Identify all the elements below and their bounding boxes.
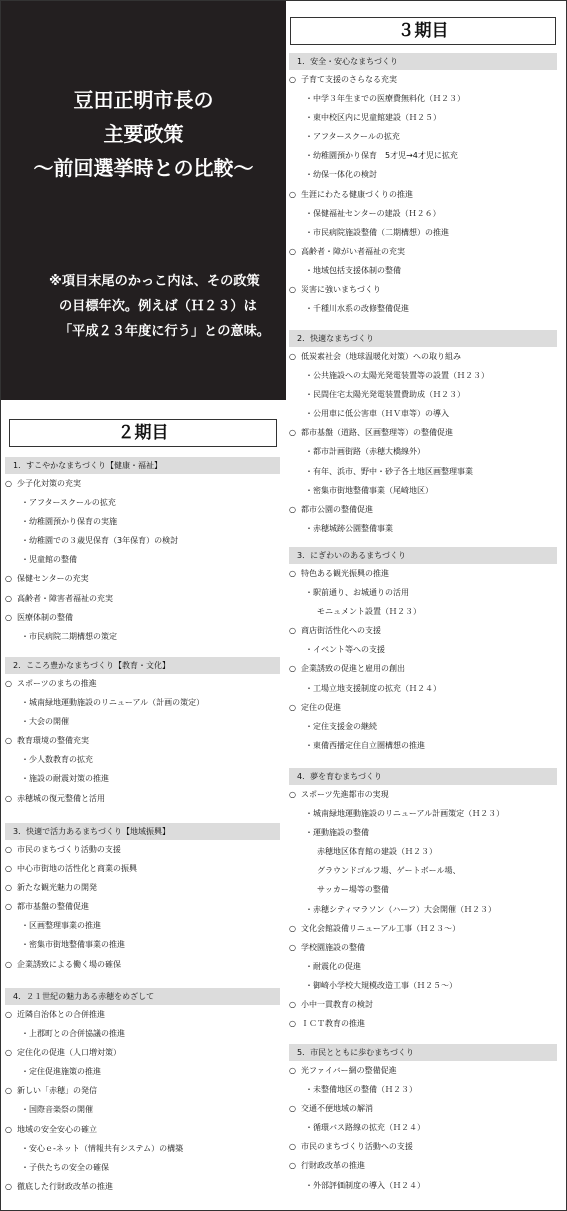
policy-item — [289, 564, 557, 583]
circle-bullet-icon: ○ — [289, 626, 296, 636]
circle-bullet-icon: ○ — [5, 736, 12, 746]
policy-item — [5, 731, 280, 750]
item-text: ・市民病院施設整備（二期構想）の推進 — [305, 227, 449, 237]
item-text: 高齢者・障がい者福祉の充実 — [301, 246, 405, 256]
policy-subitem — [289, 900, 557, 919]
policy-subitem — [5, 693, 280, 712]
item-text: 子育て支援のさらなる充実 — [301, 75, 397, 84]
policy-subitem — [289, 957, 557, 976]
circle-bullet-icon: ○ — [289, 1019, 296, 1029]
circle-bullet-icon: ○ — [5, 1086, 12, 1096]
item-text: ・地域包括支援体制の整備 — [305, 265, 401, 275]
item-text: ＩＣＴ教育の推進 — [301, 1019, 365, 1029]
section-title: 5．市民とともに歩むまちづくり — [289, 1044, 557, 1061]
policy-section — [289, 53, 557, 318]
item-text: 行財政改革の推進 — [301, 1161, 365, 1171]
circle-bullet-icon: ○ — [5, 902, 12, 912]
term2-header: ２期目 — [9, 419, 277, 447]
item-text: ・都市計画街路（赤穂大橋線外） — [305, 447, 425, 457]
item-text: 交通不便地域の解消 — [301, 1104, 373, 1114]
item-text: 市民のまちづくり活動への支援 — [301, 1142, 413, 1152]
section-title: 3．快適で活力あるまちづくり【地域振興】 — [5, 823, 280, 840]
item-text: 光ファイバー網の整備促進 — [301, 1066, 397, 1075]
item-text: ・循環バス路線の拡充（Ｈ２４） — [305, 1123, 425, 1133]
item-text: ・中学３年生までの医療費無料化（Ｈ２３） — [305, 94, 465, 104]
circle-bullet-icon: ○ — [289, 1066, 296, 1075]
policy-subitem — [289, 165, 557, 184]
item-text: 新しい「赤穂」の発信 — [17, 1086, 97, 1096]
policy-subitem — [289, 880, 557, 899]
policy-item — [5, 840, 280, 859]
circle-bullet-icon: ○ — [289, 1000, 296, 1010]
item-text: ・保健福祉センターの建設（Ｈ２６） — [305, 208, 441, 218]
item-text: 赤穂城の復元整備と活用 — [17, 793, 105, 803]
policy-subitem — [5, 493, 280, 512]
item-text: ・幼稚園での３歳児保育（3年保育）の検討 — [21, 536, 179, 546]
policy-subitem — [289, 1080, 557, 1099]
item-text: ・有年、浜市、野中・砂子各土地区画整理事業 — [305, 466, 473, 476]
section-title: 2．こころ豊かなまちづくり【教育・文化】 — [5, 657, 280, 674]
policy-subitem — [289, 404, 557, 423]
item-text: モニュメント設置（Ｈ２３） — [317, 607, 421, 617]
policy-subitem — [5, 1024, 280, 1043]
policy-section — [5, 823, 280, 974]
item-text: ・幼稚園預かり保育 5才児→4才児に拡充 — [305, 151, 458, 161]
item-text: ・耐震化の促進 — [305, 961, 361, 971]
circle-bullet-icon: ○ — [5, 959, 12, 969]
policy-subitem — [5, 935, 280, 954]
circle-bullet-icon: ○ — [289, 1104, 296, 1114]
item-text: ・アフタースクールの拡充 — [305, 132, 400, 142]
policy-subitem — [289, 976, 557, 995]
item-text: ・少人数教育の拡充 — [21, 755, 93, 765]
item-text: グラウンドゴルフ場、ゲートボール場、 — [317, 866, 461, 876]
item-text: 新たな観光魅力の開発 — [17, 883, 97, 893]
section-title: 4．夢を育むまちづくり — [289, 768, 557, 785]
item-text: ・上郡町との合併協議の推進 — [21, 1029, 125, 1039]
item-text: ・赤穂城跡公園整備事業 — [305, 523, 393, 533]
policy-subitem — [289, 736, 557, 755]
item-text: ・運動施設の整備 — [305, 828, 369, 838]
circle-bullet-icon: ○ — [5, 883, 12, 893]
policy-subitem — [5, 750, 280, 769]
policy-item — [289, 938, 557, 957]
circle-bullet-icon: ○ — [5, 1048, 12, 1058]
item-text: ・定住促進施策の推進 — [21, 1067, 101, 1077]
policy-subitem — [289, 842, 557, 861]
policy-subitem — [289, 481, 557, 500]
item-text: 生涯にわたる健康づくりの推進 — [301, 189, 413, 199]
policy-item — [5, 897, 280, 916]
policy-subitem — [5, 550, 280, 569]
policy-subitem — [289, 679, 557, 698]
item-text: 文化会館設備リニューアル工事（Ｈ２３〜） — [301, 923, 461, 933]
circle-bullet-icon: ○ — [5, 1124, 12, 1134]
item-text: サッカー場等の整備 — [317, 885, 389, 895]
policy-item — [5, 1005, 280, 1024]
item-text: 小中一貫教育の検討 — [301, 1000, 373, 1010]
item-text: ・アフタースクールの拡充 — [21, 498, 116, 508]
policy-item — [289, 423, 557, 442]
title-line: 〜前回選挙時との比較〜 — [33, 156, 254, 180]
policy-item — [289, 1156, 557, 1175]
policy-subitem — [289, 108, 557, 127]
policy-item — [5, 1177, 280, 1196]
policy-subitem — [5, 1062, 280, 1081]
policy-subitem — [289, 223, 557, 242]
note-line: の目標年次。例えば（Ｈ２３）は — [59, 299, 257, 314]
circle-bullet-icon: ○ — [289, 1142, 296, 1152]
policy-item — [289, 919, 557, 938]
circle-bullet-icon: ○ — [5, 845, 12, 854]
policy-section — [5, 457, 280, 646]
circle-bullet-icon: ○ — [5, 679, 12, 688]
item-text: ・幼保一体化の検討 — [305, 170, 377, 180]
policy-item — [289, 70, 557, 89]
item-text: 赤穂地区体育館の建設（Ｈ２３） — [317, 847, 437, 857]
policy-item — [289, 185, 557, 204]
circle-bullet-icon: ○ — [289, 702, 296, 712]
circle-bullet-icon: ○ — [289, 664, 296, 674]
circle-bullet-icon: ○ — [289, 75, 296, 84]
item-text: ・外部評価制度の導入（Ｈ２４） — [305, 1180, 425, 1190]
policy-subitem — [289, 261, 557, 280]
item-text: 定住の促進 — [301, 702, 341, 712]
circle-bullet-icon: ○ — [5, 612, 12, 622]
policy-item — [5, 1081, 280, 1100]
title-box — [1, 1, 286, 400]
item-text: ・密集市街地整備事業の推進 — [21, 940, 125, 950]
policy-item — [5, 955, 280, 974]
item-text: ・公用車に低公害車（ＨＶ車等）の導入 — [305, 409, 449, 419]
policy-subitem — [5, 512, 280, 531]
policy-item — [289, 242, 557, 261]
item-text: 企業誘致による働く場の確保 — [17, 959, 121, 969]
item-text: ・城南緑地運動施設のリニューアル計画策定（Ｈ２３） — [305, 809, 505, 819]
policy-subitem — [5, 1100, 280, 1119]
policy-item — [5, 674, 280, 693]
item-text: ・市民病院二期構想の策定 — [21, 631, 117, 641]
item-text: 市民のまちづくり活動の支援 — [17, 845, 121, 854]
policy-subitem — [289, 299, 557, 318]
title-line: 豆田正明市長の — [73, 88, 214, 112]
policy-item — [289, 500, 557, 519]
circle-bullet-icon: ○ — [5, 793, 12, 803]
circle-bullet-icon: ○ — [289, 569, 296, 578]
policy-subitem — [5, 1139, 280, 1158]
policy-subitem — [289, 823, 557, 842]
policy-item — [289, 1137, 557, 1156]
item-text: ・駅前通り、お城通りの活用 — [305, 588, 409, 598]
circle-bullet-icon: ○ — [289, 428, 296, 438]
policy-item — [289, 1014, 557, 1033]
note-line: 「平成２３年度に行う」との意味。 — [59, 324, 270, 339]
item-text: ・施設の耐震対策の推進 — [21, 774, 109, 784]
item-text: 災害に強いまちづくり — [301, 285, 381, 295]
circle-bullet-icon: ○ — [5, 479, 12, 488]
policy-item — [5, 789, 280, 808]
item-text: ・子供たちの安全の確保 — [21, 1162, 109, 1172]
term2-column — [5, 415, 280, 1205]
term3-column — [289, 10, 557, 1205]
item-text: ・児童館の整備 — [21, 555, 77, 565]
item-text: ・赤穂シティマラソン（ハーフ）大会開催（Ｈ２３） — [305, 904, 496, 914]
policy-subitem — [289, 1176, 557, 1195]
term3-header: ３期目 — [290, 17, 556, 45]
policy-subitem — [289, 366, 557, 385]
item-text: 学校園施設の整備 — [301, 942, 365, 952]
item-text: ・安心ｅ-ネット（情報共有システム）の構築 — [21, 1143, 184, 1153]
policy-item — [5, 1043, 280, 1062]
circle-bullet-icon: ○ — [289, 790, 296, 799]
item-text: ・区画整理事業の推進 — [21, 921, 101, 931]
policy-section — [5, 988, 280, 1196]
circle-bullet-icon: ○ — [5, 864, 12, 874]
policy-item — [5, 589, 280, 608]
item-text: 地域の安全安心の確立 — [17, 1124, 97, 1134]
circle-bullet-icon: ○ — [289, 285, 296, 295]
item-text: ・千種川水系の改修整備促進 — [305, 304, 409, 314]
item-text: ・幼稚園預かり保育の実施 — [21, 517, 117, 527]
item-text: 特色ある観光振興の推進 — [301, 569, 389, 578]
item-text: 徹底した行財政改革の推進 — [17, 1181, 113, 1191]
policy-subitem — [289, 1118, 557, 1137]
policy-subitem — [289, 804, 557, 823]
item-text: 商店街活性化への支援 — [301, 626, 381, 636]
item-text: 企業誘致の促進と雇用の創出 — [301, 664, 405, 674]
policy-item — [289, 347, 557, 366]
circle-bullet-icon: ○ — [289, 352, 296, 361]
item-text: ・城南緑地運動施設のリニューアル（計画の策定） — [21, 698, 205, 708]
section-title: 3．にぎわいのあるまちづくり — [289, 547, 557, 564]
policy-item — [289, 785, 557, 804]
policy-subitem — [5, 627, 280, 646]
item-text: 都市公園の整備促進 — [301, 504, 373, 514]
policy-subitem — [289, 146, 557, 165]
policy-item — [5, 859, 280, 878]
policy-subitem — [5, 769, 280, 788]
circle-bullet-icon: ○ — [289, 246, 296, 256]
policy-subitem — [289, 717, 557, 736]
policy-subitem — [5, 712, 280, 731]
policy-item — [5, 1120, 280, 1139]
circle-bullet-icon: ○ — [289, 189, 296, 199]
policy-subitem — [289, 861, 557, 880]
policy-section — [289, 330, 557, 538]
policy-section — [5, 657, 280, 808]
policy-section — [289, 1044, 557, 1195]
item-text: 少子化対策の充実 — [17, 479, 81, 488]
item-text: 保健センターの充実 — [17, 574, 89, 584]
section-title: 2．快適なまちづくり — [289, 330, 557, 347]
circle-bullet-icon: ○ — [5, 593, 12, 603]
item-text: ・公共施設への太陽光発電装置等の設置（Ｈ２３） — [305, 371, 489, 381]
circle-bullet-icon: ○ — [5, 1010, 12, 1019]
policy-subitem — [289, 204, 557, 223]
item-text: ・民間住宅太陽光発電装置費助成（Ｈ２３） — [305, 390, 465, 400]
item-text: ・密集市街地整備事業（尾崎地区） — [305, 485, 433, 495]
item-text: 都市基盤の整備促進 — [17, 902, 89, 912]
item-text: スポーツのまちの推進 — [17, 679, 97, 688]
item-text: 教育環境の整備充実 — [17, 736, 89, 746]
item-text: ・未整備地区の整備（Ｈ２３） — [305, 1085, 417, 1095]
policy-item — [5, 569, 280, 588]
policy-item — [5, 608, 280, 627]
policy-section — [289, 547, 557, 755]
circle-bullet-icon: ○ — [289, 942, 296, 952]
item-text: ・東備西播定住自立圏構想の推進 — [305, 740, 425, 750]
policy-subitem — [5, 1158, 280, 1177]
policy-subitem — [289, 583, 557, 602]
title-line: 主要政策 — [103, 122, 184, 146]
main-title — [1, 83, 286, 185]
note — [49, 269, 279, 344]
policy-item — [289, 698, 557, 717]
policy-item — [289, 621, 557, 640]
item-text: ・国際音楽祭の開催 — [21, 1105, 93, 1115]
policy-subitem — [289, 442, 557, 461]
circle-bullet-icon: ○ — [289, 504, 296, 514]
item-text: ・イベント等への支援 — [305, 645, 385, 655]
circle-bullet-icon: ○ — [5, 574, 12, 584]
section-title: 1．安全・安心なまちづくり — [289, 53, 557, 70]
item-text: 定住化の促進（人口増対策） — [17, 1048, 121, 1058]
item-text: ・大会の開催 — [21, 717, 69, 727]
policy-item — [5, 474, 280, 493]
item-text: ・定住支援金の継続 — [305, 721, 377, 731]
item-text: 近隣自治体との合併推進 — [17, 1010, 105, 1019]
item-text: ・東中校区内に児童館建設（Ｈ２５） — [305, 113, 441, 123]
policy-subitem — [289, 602, 557, 621]
section-title: 1．すこやかなまちづくり【健康・福祉】 — [5, 457, 280, 474]
policy-subitem — [289, 640, 557, 659]
item-text: 低炭素社会（地球温暖化対策）への取り組み — [301, 352, 461, 361]
policy-item — [289, 1099, 557, 1118]
item-text: ・工場立地支援制度の拡充（Ｈ２４） — [305, 683, 441, 693]
item-text: 医療体制の整備 — [17, 612, 73, 622]
policy-item — [5, 878, 280, 897]
item-text: 高齢者・障害者福祉の充実 — [17, 593, 113, 603]
circle-bullet-icon: ○ — [289, 923, 296, 933]
policy-subitem — [289, 385, 557, 404]
item-text: 都市基盤（道路、区画整理等）の整備促進 — [301, 428, 453, 438]
policy-item — [289, 659, 557, 678]
note-line: ※項目末尾のかっこ内は、その政策 — [49, 274, 260, 289]
circle-bullet-icon: ○ — [5, 1181, 12, 1191]
circle-bullet-icon: ○ — [289, 1161, 296, 1171]
policy-subitem — [289, 519, 557, 538]
policy-subitem — [289, 127, 557, 146]
item-text: 中心市街地の活性化と商業の振興 — [17, 864, 137, 874]
policy-item — [289, 280, 557, 299]
policy-item — [289, 1061, 557, 1080]
item-text: スポーツ先進都市の実現 — [301, 790, 389, 799]
policy-subitem — [5, 531, 280, 550]
policy-subitem — [289, 89, 557, 108]
policy-section — [289, 768, 557, 1033]
section-title: 4．２１世紀の魅力ある赤穂をめざして — [5, 988, 280, 1005]
policy-subitem — [5, 916, 280, 935]
policy-subitem — [289, 462, 557, 481]
policy-item — [289, 995, 557, 1014]
item-text: ・御崎小学校大規模改造工事（Ｈ２５〜） — [305, 980, 457, 990]
